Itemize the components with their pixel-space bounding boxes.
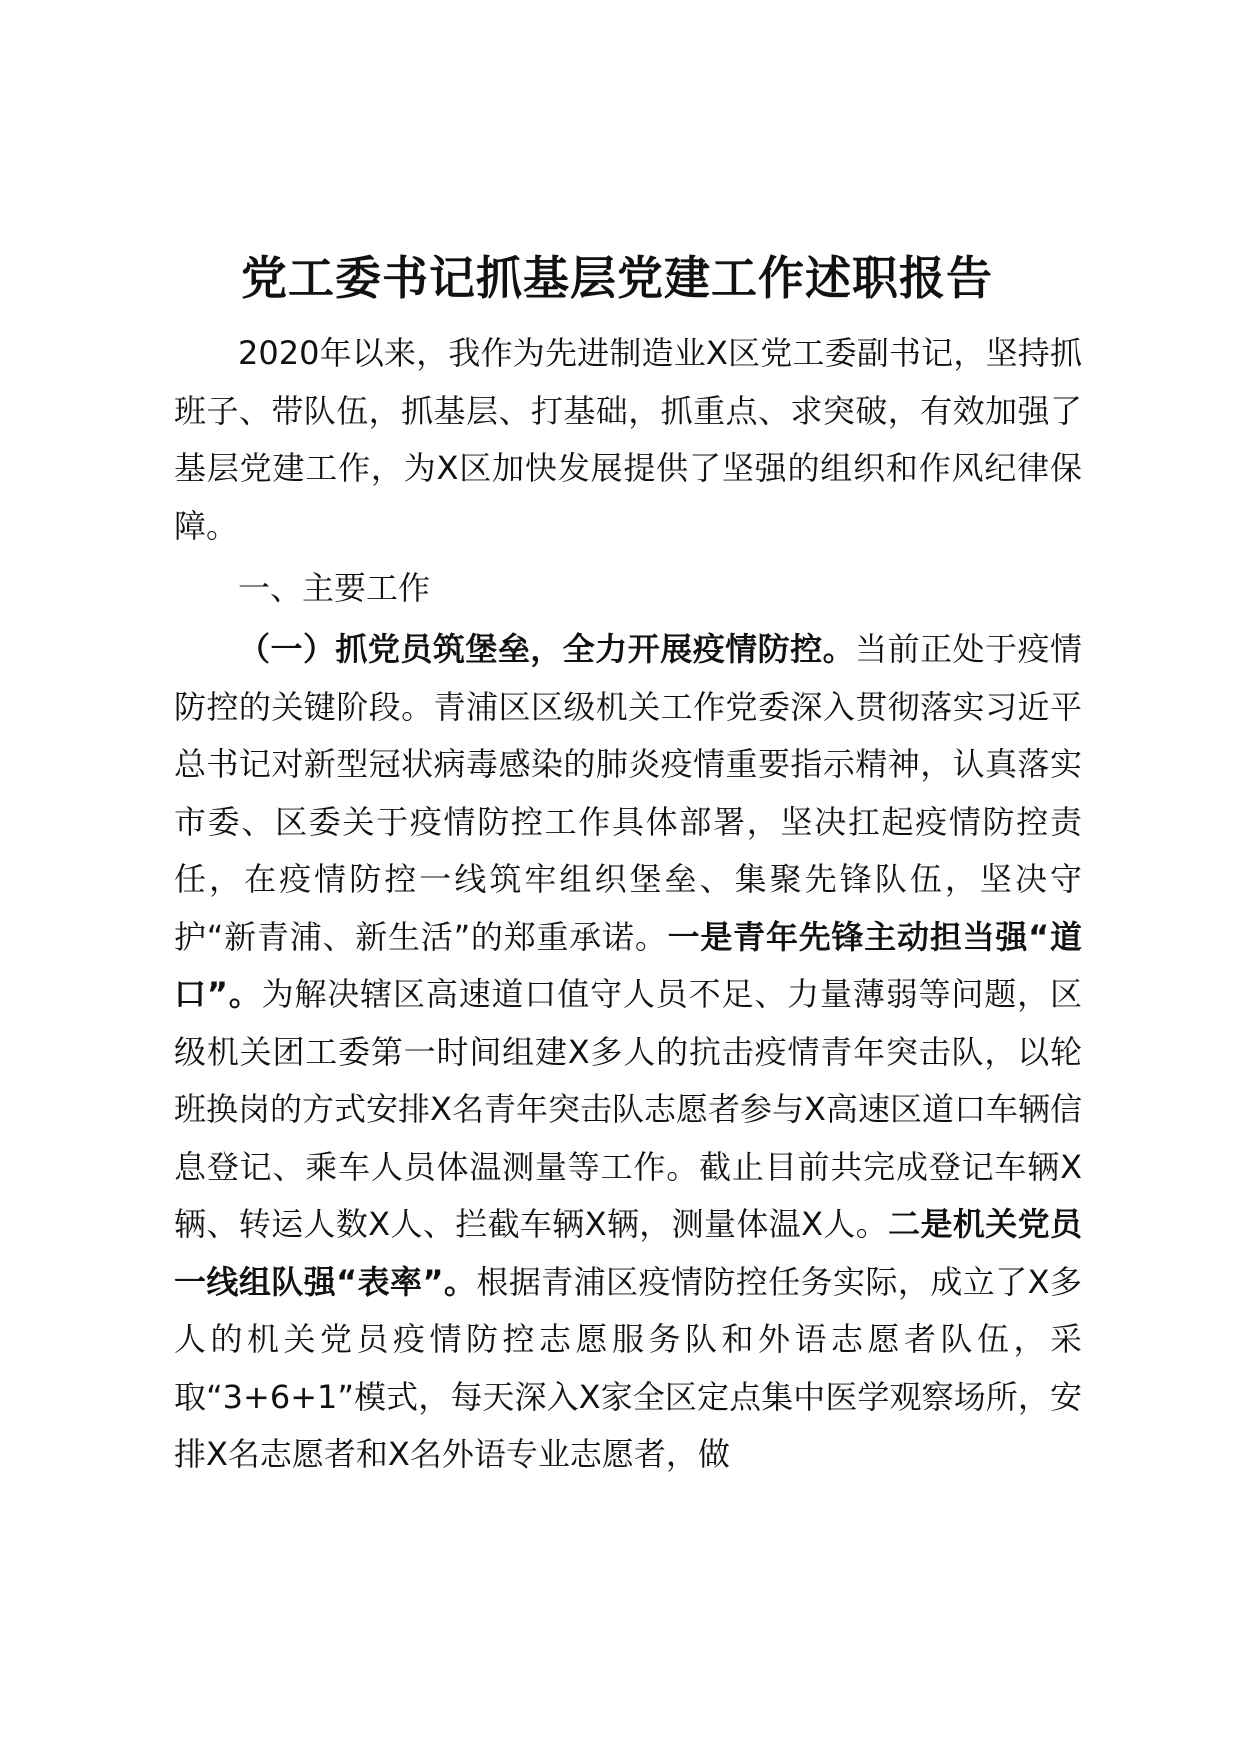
section-1-text-b: 为解决辖区高速道口值守人员不足、力量薄弱等问题，区级机关团工委第一时间组建X多人的抗击疫情青年突击队，以轮班换岗的方式安排X名青年突击队志愿者参与X高速区道口车辆信息登记、乘车人员体温测量等工作。截止目前共完成登记车辆X辆、转运人数X人、拦截车辆X辆，测量体温X人。 xyxy=(174,975,1082,1243)
section-1-paragraph xyxy=(174,621,1082,1484)
point-1-title: 一是青年先锋主动担当强“道口”。 xyxy=(174,917,1082,1013)
section-heading: 一、主要工作 xyxy=(238,569,431,607)
section-1-subheading: （一）抓党员筑堡垒，全力开展疫情防控。 xyxy=(238,630,856,668)
intro-paragraph: 2020年以来，我作为先进制造业X区党工委副书记，坚持抓班子、带队伍，抓基层、打基础，抓重点、求突破，有效加强了基层党建工作，为X区加快发展提供了坚强的组织和作风纪律保障。 xyxy=(174,334,1082,545)
section-1-text-c: 根据青浦区疫情防控任务实际，成立了X多人的机关党员疫情防控志愿服务队和外语志愿者队伍，采取“3+6+1”模式，每天深入X家全区定点集中医学观察场所，安排X名志愿者和X名外语专业志愿者，做 xyxy=(174,1262,1082,1473)
document-title: 党工委书记抓基层党建工作述职报告 xyxy=(241,251,993,305)
section-1-text-a: 当前正处于疫情防控的关键阶段。青浦区区级机关工作党委深入贯彻落实习近平总书记对新型冠状病毒感染的肺炎疫情重要指示精神，认真落实市委、区委关于疫情防控工作具体部署，坚决扛起疫情防控责任，在疫情防控一线筑牢组织堡垒、集聚先锋队伍，坚决守护“新青浦、新生活”的郑重承诺。 xyxy=(174,630,1082,956)
point-2-title: 二是机关党员一线组队强“表率”。 xyxy=(174,1205,1082,1301)
